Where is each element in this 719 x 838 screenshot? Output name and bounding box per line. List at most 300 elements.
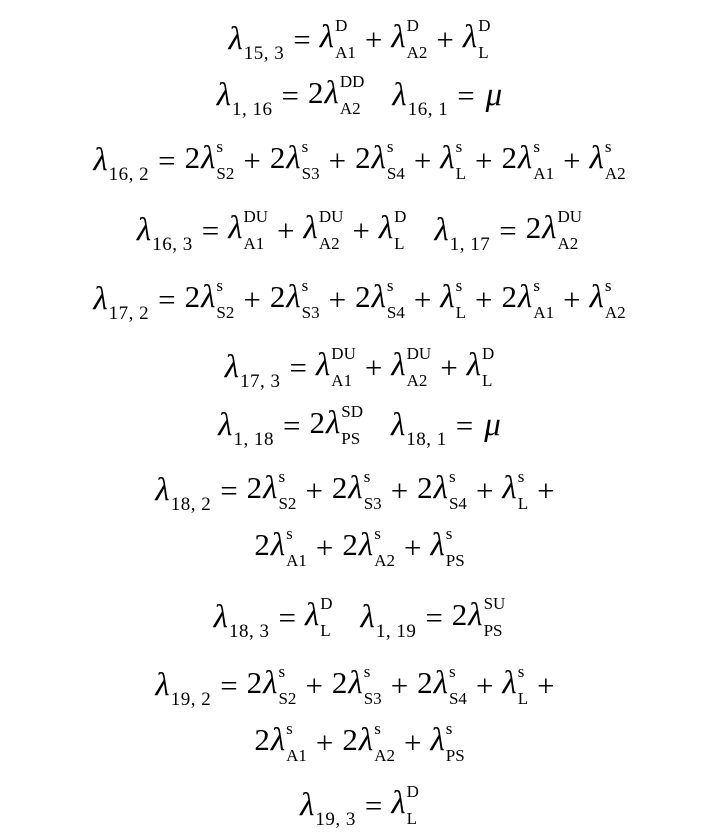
- superscript: DU: [318, 206, 344, 226]
- lambda-symbol: λ: [218, 406, 233, 443]
- operator: =: [220, 667, 238, 703]
- subscript: PS: [445, 550, 465, 570]
- subscript: S4: [448, 688, 467, 708]
- lambda-symbol: λ: [358, 722, 374, 759]
- lambda-term: [228, 206, 269, 253]
- lambda-term: [378, 206, 407, 253]
- coefficient: 2: [525, 210, 542, 246]
- equation-line: [0, 14, 719, 64]
- lambda-symbol: λ: [201, 140, 216, 177]
- subscript: S2: [216, 163, 235, 183]
- coefficient: 2: [308, 75, 324, 111]
- subscript: L: [455, 302, 467, 322]
- lambda-symbol: λ: [263, 665, 278, 702]
- lambda-symbol: λ: [316, 347, 331, 384]
- coefficient: 2: [355, 279, 371, 315]
- script-stack: [278, 661, 297, 708]
- subscript-index: 1, 16: [232, 98, 273, 120]
- lambda-symbol: λ: [589, 279, 604, 316]
- subscript-index: 19, 2: [170, 688, 212, 710]
- operator: +: [440, 349, 458, 385]
- subscript: A2: [339, 98, 361, 118]
- script-stack: [341, 401, 363, 448]
- operator: +: [328, 281, 347, 317]
- subscript: A2: [557, 233, 579, 253]
- superscript: s: [533, 275, 540, 295]
- lambda-term: [342, 523, 395, 570]
- script-stack: [406, 343, 432, 390]
- script-stack: [318, 206, 344, 253]
- subscript-index: 16, 2: [108, 163, 150, 185]
- superscript: s: [448, 466, 456, 486]
- lambda-term: [525, 206, 583, 253]
- equation-line: [0, 780, 719, 830]
- lambda-term: [308, 71, 365, 118]
- script-stack: [533, 136, 555, 183]
- lambda-term: [501, 136, 555, 183]
- lambda-term: [93, 141, 150, 185]
- lambda-symbol: λ: [136, 211, 152, 248]
- operator: =: [499, 212, 517, 248]
- coefficient: 2: [417, 470, 433, 506]
- lambda-term: [360, 598, 417, 642]
- subscript: PS: [483, 620, 503, 640]
- subscript: L: [455, 163, 467, 183]
- equation-line: [0, 342, 719, 392]
- subscript: L: [517, 493, 529, 513]
- lambda-term: [589, 275, 626, 322]
- coefficient: 2: [184, 279, 201, 315]
- script-stack: [448, 466, 467, 513]
- operator: =: [455, 407, 474, 443]
- lambda-symbol: λ: [371, 279, 386, 316]
- subscript-index: 17, 3: [240, 370, 281, 392]
- subscript: S3: [363, 688, 382, 708]
- subscript: L: [481, 370, 493, 390]
- lambda-term: [316, 343, 356, 390]
- lambda-symbol: λ: [216, 76, 232, 113]
- coefficient: 2: [254, 527, 270, 563]
- superscript: s: [374, 523, 381, 543]
- lambda-symbol: λ: [93, 141, 108, 178]
- subscript-index: 1, 18: [233, 428, 274, 450]
- superscript: s: [517, 466, 525, 486]
- superscript: s: [517, 661, 525, 681]
- lambda-term: [417, 466, 467, 513]
- script-stack: [478, 15, 491, 62]
- operator: +: [475, 667, 494, 703]
- subscript: A2: [406, 42, 428, 62]
- subscript: S3: [301, 163, 320, 183]
- subscript: S4: [386, 163, 405, 183]
- lambda-symbol: λ: [325, 405, 341, 442]
- lambda-term: [319, 15, 356, 62]
- lambda-term: [93, 280, 150, 324]
- operator: +: [537, 667, 555, 703]
- lambda-symbol: λ: [300, 786, 315, 823]
- lambda-term: [462, 15, 491, 62]
- subscript: A1: [286, 745, 307, 765]
- operator: +: [243, 281, 261, 317]
- superscript: s: [604, 275, 612, 295]
- coefficient: 2: [501, 140, 518, 176]
- coefficient: 2: [269, 279, 286, 315]
- lambda-term: [213, 598, 270, 642]
- script-stack: [320, 593, 333, 640]
- operator: =: [425, 599, 443, 635]
- script-stack: [394, 206, 407, 253]
- lambda-term: [218, 406, 274, 450]
- lambda-symbol: λ: [542, 210, 557, 247]
- lambda-term: [228, 20, 285, 64]
- lambda-symbol: λ: [433, 470, 448, 507]
- equation-line: [0, 274, 719, 324]
- lambda-symbol: λ: [378, 210, 394, 247]
- subscript: L: [406, 808, 418, 828]
- coefficient: 2: [355, 140, 371, 176]
- subscript: A2: [318, 233, 340, 253]
- equation-line: [0, 135, 719, 185]
- script-stack: [481, 343, 495, 390]
- subscript: A1: [331, 370, 353, 390]
- coefficient: 2: [246, 470, 263, 506]
- subscript-index: 18, 1: [406, 428, 447, 450]
- equation-line: [0, 465, 719, 515]
- subscript: PS: [341, 428, 361, 448]
- lambda-symbol: λ: [348, 470, 363, 507]
- lambda-term: [342, 718, 395, 765]
- script-stack: [386, 136, 405, 183]
- lambda-symbol: λ: [155, 666, 170, 703]
- superscript: DU: [243, 206, 269, 226]
- lambda-symbol: λ: [371, 140, 386, 177]
- script-stack: [286, 718, 307, 765]
- lambda-term: [303, 206, 344, 253]
- superscript: s: [278, 466, 286, 486]
- script-stack: [374, 718, 395, 765]
- subscript-index: 1, 19: [375, 620, 417, 642]
- equation-line: [0, 717, 719, 767]
- subscript: A2: [406, 370, 428, 390]
- coefficient: 2: [269, 140, 286, 176]
- script-stack: [483, 593, 506, 640]
- subscript: S3: [363, 493, 382, 513]
- coefficient: 2: [342, 722, 358, 758]
- operator: +: [328, 142, 347, 178]
- operator: +: [305, 667, 323, 703]
- lambda-term: [391, 15, 428, 62]
- lambda-term: [501, 275, 555, 322]
- subscript: A1: [335, 42, 356, 62]
- script-stack: [455, 275, 467, 322]
- subscript: S2: [216, 302, 235, 322]
- operator: +: [475, 281, 493, 317]
- script-stack: [445, 523, 465, 570]
- superscript: D: [481, 343, 495, 363]
- subscript-index: 18, 2: [170, 493, 212, 515]
- lambda-symbol: λ: [213, 598, 228, 635]
- subscript: L: [320, 620, 331, 640]
- superscript: DU: [331, 343, 356, 363]
- script-stack: [406, 781, 419, 828]
- lambda-term: [417, 661, 467, 708]
- lambda-symbol: λ: [319, 19, 335, 56]
- lambda-term: [269, 275, 320, 322]
- lambda-term: [155, 666, 212, 710]
- subscript: A1: [286, 550, 307, 570]
- script-stack: [374, 523, 395, 570]
- superscript: s: [386, 275, 394, 295]
- coefficient: 2: [451, 597, 468, 633]
- operator: =: [282, 407, 301, 443]
- superscript: DD: [339, 71, 365, 91]
- lambda-term: [254, 523, 307, 570]
- superscript: s: [216, 136, 224, 156]
- operator: +: [390, 472, 409, 508]
- script-stack: [339, 71, 365, 118]
- subscript: A2: [374, 745, 395, 765]
- lambda-term: [502, 661, 529, 708]
- subscript: A1: [533, 163, 555, 183]
- subscript-index: 15, 3: [243, 42, 285, 64]
- operator: =: [201, 212, 220, 248]
- operator: +: [537, 472, 555, 508]
- superscript: s: [455, 275, 463, 295]
- lambda-term: [184, 275, 235, 322]
- script-stack: [216, 136, 235, 183]
- operator: =: [364, 787, 383, 823]
- subscript-index: 16, 3: [152, 233, 193, 255]
- script-stack: [604, 136, 626, 183]
- operator: +: [390, 667, 409, 703]
- lambda-symbol: λ: [518, 279, 533, 316]
- subscript-index: 16, 1: [407, 98, 449, 120]
- subscript: L: [478, 42, 489, 62]
- equation-line: [0, 205, 719, 255]
- operator: +: [413, 142, 432, 178]
- lambda-term: [269, 136, 320, 183]
- equation-line: [0, 522, 719, 572]
- superscript: s: [604, 136, 612, 156]
- subscript: A1: [533, 302, 555, 322]
- script-stack: [301, 136, 320, 183]
- lambda-term: [466, 343, 495, 390]
- subscript: A2: [604, 302, 626, 322]
- lambda-symbol: λ: [430, 722, 445, 759]
- superscript: s: [386, 136, 394, 156]
- subscript: S2: [278, 688, 297, 708]
- lambda-symbol: λ: [589, 140, 604, 177]
- lambda-term: [355, 136, 405, 183]
- subscript-index: 1, 17: [449, 233, 491, 255]
- script-stack: [216, 275, 235, 322]
- subscript: A2: [604, 163, 626, 183]
- lambda-symbol: λ: [462, 19, 478, 56]
- lambda-symbol: λ: [263, 470, 278, 507]
- operator: +: [364, 21, 383, 57]
- lambda-term: [331, 661, 382, 708]
- lambda-symbol: λ: [518, 140, 533, 177]
- operator: =: [293, 21, 311, 57]
- lambda-symbol: λ: [392, 76, 407, 113]
- superscript: s: [286, 718, 293, 738]
- lambda-term: [390, 406, 447, 450]
- equation-line: [0, 70, 719, 120]
- lambda-term: [246, 466, 297, 513]
- lambda-symbol: λ: [440, 279, 455, 316]
- equation-line: [0, 660, 719, 710]
- superscript: s: [448, 661, 456, 681]
- superscript: D: [406, 15, 419, 35]
- superscript: s: [301, 136, 309, 156]
- superscript: SU: [483, 593, 506, 613]
- operator: +: [475, 472, 494, 508]
- lambda-term: [331, 466, 382, 513]
- operator: +: [403, 529, 422, 565]
- lambda-symbol: λ: [286, 140, 301, 177]
- subscript: S4: [386, 302, 405, 322]
- coefficient: 2: [246, 665, 263, 701]
- subscript-index: 17, 2: [108, 302, 150, 324]
- script-stack: [517, 661, 529, 708]
- subscript: L: [394, 233, 405, 253]
- superscript: s: [363, 661, 371, 681]
- script-stack: [301, 275, 320, 322]
- superscript: s: [286, 523, 293, 543]
- lambda-symbol: λ: [502, 470, 517, 507]
- operator: +: [364, 349, 383, 385]
- lambda-symbol: λ: [440, 140, 455, 177]
- lambda-symbol: λ: [360, 598, 375, 635]
- lambda-symbol: λ: [324, 75, 339, 112]
- lambda-symbol: λ: [466, 347, 481, 384]
- operator: =: [278, 599, 296, 635]
- lambda-symbol: λ: [391, 347, 406, 384]
- coefficient: 2: [254, 722, 270, 758]
- lambda-term: [355, 275, 405, 322]
- subscript: S4: [448, 493, 467, 513]
- superscript: D: [394, 206, 407, 226]
- script-stack: [363, 466, 382, 513]
- lambda-symbol: λ: [430, 527, 445, 564]
- lambda-symbol: λ: [358, 527, 374, 564]
- operator: =: [220, 472, 238, 508]
- superscript: DU: [406, 343, 432, 363]
- superscript: D: [335, 15, 348, 35]
- subscript: PS: [445, 745, 465, 765]
- subscript: S2: [278, 493, 297, 513]
- superscript: s: [455, 136, 463, 156]
- lambda-term: [224, 348, 281, 392]
- coefficient: 2: [331, 665, 348, 701]
- coefficient: 2: [342, 527, 358, 563]
- script-stack: [533, 275, 555, 322]
- lambda-symbol: λ: [303, 210, 318, 247]
- operator: +: [305, 472, 323, 508]
- lambda-term: [440, 275, 467, 322]
- script-stack: [335, 15, 356, 62]
- operator: +: [475, 142, 493, 178]
- lambda-term: [589, 136, 626, 183]
- lambda-symbol: λ: [468, 597, 483, 634]
- operator: +: [243, 142, 261, 178]
- superscript: SD: [341, 401, 363, 421]
- lambda-symbol: λ: [502, 665, 517, 702]
- operator: +: [315, 724, 334, 760]
- lambda-symbol: λ: [434, 211, 449, 248]
- superscript: s: [445, 523, 453, 543]
- lambda-term: [254, 718, 307, 765]
- lambda-term: [246, 661, 297, 708]
- lambda-term: [451, 593, 506, 640]
- lambda-symbol: λ: [93, 280, 108, 317]
- lambda-symbol: λ: [348, 665, 363, 702]
- operator: +: [352, 212, 370, 248]
- superscript: s: [445, 718, 453, 738]
- subscript-index: 19, 3: [315, 808, 356, 830]
- superscript: s: [278, 661, 286, 681]
- script-stack: [604, 275, 626, 322]
- operator: =: [158, 142, 176, 178]
- lambda-symbol: λ: [270, 722, 286, 759]
- operator: =: [281, 77, 300, 113]
- script-stack: [445, 718, 465, 765]
- operator: =: [158, 281, 176, 317]
- lambda-term: [502, 466, 529, 513]
- script-stack: [517, 466, 529, 513]
- operator: =: [289, 349, 307, 385]
- superscript: D: [320, 593, 333, 613]
- lambda-term: [430, 718, 465, 765]
- script-stack: [448, 661, 467, 708]
- script-stack: [455, 136, 467, 183]
- script-stack: [286, 523, 307, 570]
- script-stack: [406, 15, 428, 62]
- subscript: L: [517, 688, 529, 708]
- script-stack: [363, 661, 382, 708]
- lambda-symbol: λ: [228, 210, 243, 247]
- equation-line: [0, 400, 719, 450]
- superscript: s: [363, 466, 371, 486]
- superscript: DU: [557, 206, 583, 226]
- coefficient: 2: [417, 665, 433, 701]
- lambda-symbol: λ: [390, 406, 406, 443]
- lambda-term: [300, 786, 356, 830]
- operator: +: [315, 529, 334, 565]
- superscript: s: [374, 718, 381, 738]
- operator: +: [436, 21, 454, 57]
- lambda-term: [430, 523, 465, 570]
- superscript: s: [216, 275, 224, 295]
- lambda-symbol: λ: [286, 279, 301, 316]
- lambda-term: [391, 781, 419, 828]
- mu-symbol: μ: [485, 76, 503, 113]
- lambda-term: [216, 76, 273, 120]
- lambda-symbol: λ: [155, 471, 170, 508]
- subscript: S3: [301, 302, 320, 322]
- lambda-term: [155, 471, 212, 515]
- lambda-symbol: λ: [224, 348, 240, 385]
- operator: +: [413, 281, 432, 317]
- lambda-term: [434, 211, 491, 255]
- mu-symbol: μ: [484, 406, 501, 443]
- lambda-symbol: λ: [228, 20, 243, 57]
- lambda-symbol: λ: [304, 597, 320, 634]
- subscript: A2: [374, 550, 395, 570]
- lambda-term: [440, 136, 467, 183]
- lambda-symbol: λ: [201, 279, 216, 316]
- script-stack: [243, 206, 269, 253]
